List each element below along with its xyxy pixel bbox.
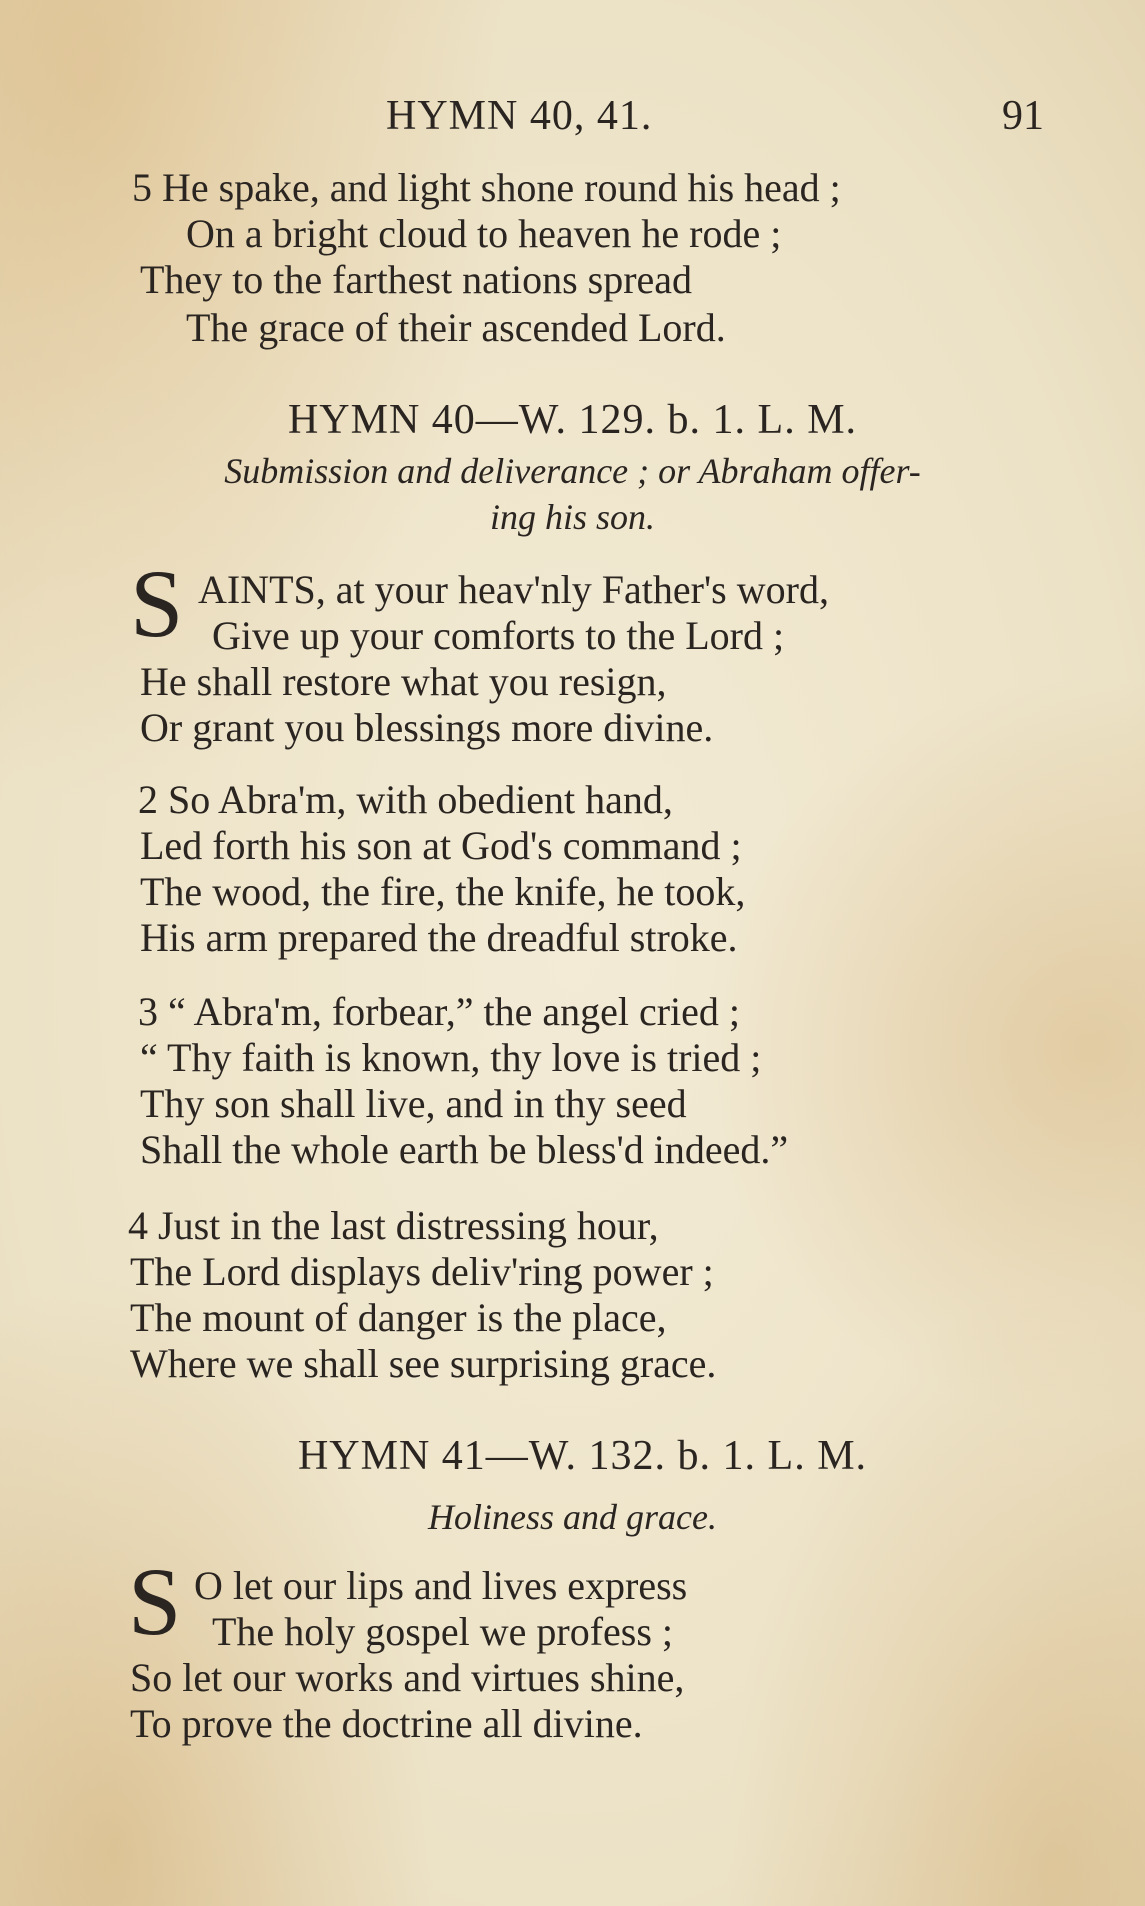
verse-line: The mount of danger is the place, <box>130 1295 667 1340</box>
hymn-40-heading: HYMN 40—W. 129. b. 1. L. M. <box>287 397 858 443</box>
verse-line: O let our lips and lives express <box>194 1563 688 1608</box>
verse-line: His arm prepared the dreadful stroke. <box>140 915 738 960</box>
verse-line: The Lord displays deliv'ring power ; <box>130 1249 714 1294</box>
hymn-40-subtitle-line-1: Submission and deliverance ; or Abraham offer- <box>224 451 921 491</box>
verse-line: To prove the doctrine all divine. <box>130 1701 643 1746</box>
page-number: 91 <box>1002 93 1044 139</box>
verse-line: The holy gospel we profess ; <box>212 1609 674 1654</box>
verse-line: 3 “ Abra'm, forbear,” the angel cried ; <box>138 989 740 1034</box>
hymn-41-heading: HYMN 41—W. 132. b. 1. L. M. <box>297 1433 868 1479</box>
running-head-title: HYMN 40, 41. <box>386 93 653 139</box>
verse-line: Or grant you blessings more divine. <box>140 705 714 750</box>
verse-line: 4 Just in the last distressing hour, <box>128 1203 659 1248</box>
verse-line: He shall restore what you resign, <box>140 659 667 704</box>
verse-line: Shall the whole earth be bless'd indeed.” <box>140 1127 789 1172</box>
running-head <box>0 92 1145 152</box>
verse-line: Thy son shall live, and in thy seed <box>140 1081 687 1126</box>
verse-line: 5 He spake, and light shone round his head ; <box>132 165 841 210</box>
verse-line: The grace of their ascended Lord. <box>186 305 726 350</box>
drop-cap: S <box>128 1548 182 1655</box>
drop-cap: S <box>130 550 184 657</box>
hymn-40-subtitle-line-2: ing his son. <box>489 497 656 537</box>
hymn-41-subtitle: Holiness and grace. <box>428 1497 717 1537</box>
verse-line: The wood, the fire, the knife, he took, <box>140 869 746 914</box>
verse-line: Led forth his son at God's command ; <box>140 823 742 868</box>
verse-line: Where we shall see surprising grace. <box>130 1341 717 1386</box>
verse-line: Give up your comforts to the Lord ; <box>212 613 785 658</box>
verse-line: “ Thy faith is known, thy love is tried ; <box>140 1035 762 1080</box>
verse-line: 2 So Abra'm, with obedient hand, <box>138 777 673 822</box>
verse-line: On a bright cloud to heaven he rode ; <box>186 211 782 256</box>
verse-line: They to the farthest nations spread <box>140 257 693 302</box>
verse-line: AINTS, at your heav'nly Father's word, <box>198 567 829 612</box>
verse-line: So let our works and virtues shine, <box>130 1655 685 1700</box>
